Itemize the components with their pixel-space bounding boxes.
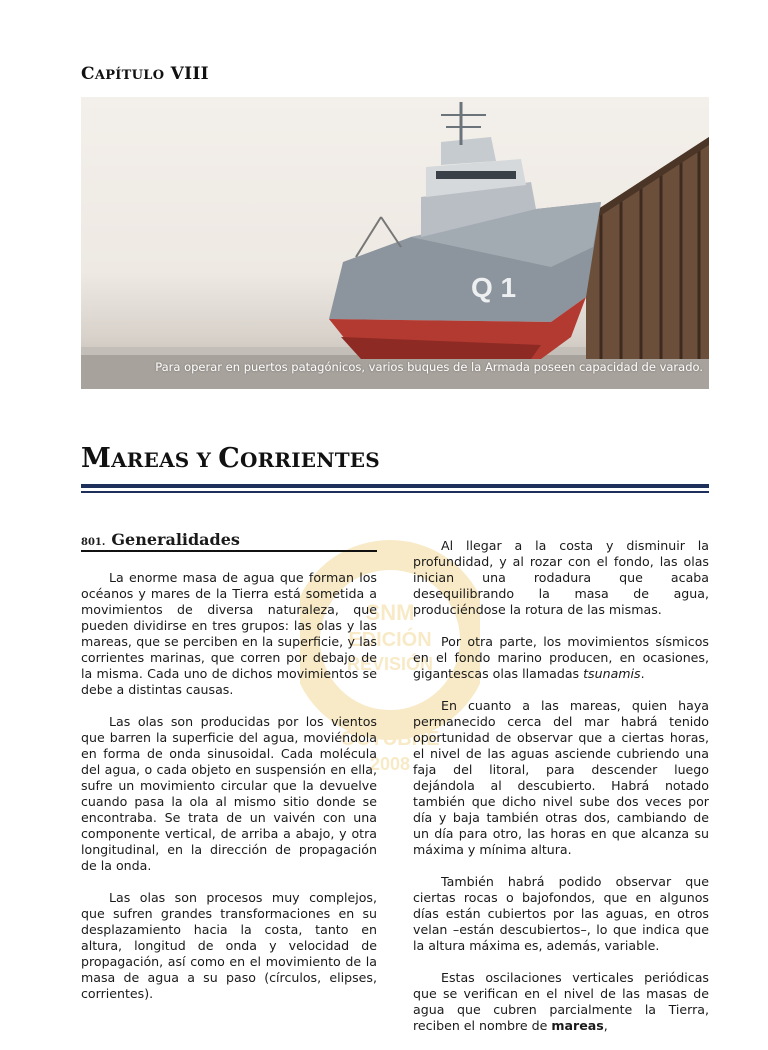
section-title: Generalidades <box>111 530 240 549</box>
watermark-line-3: REVISIÓN <box>346 654 434 674</box>
watermark-line-4: OCTUBRE <box>340 728 440 750</box>
title-small-2: ORRIENTES <box>239 448 380 472</box>
ship-photo <box>81 97 709 389</box>
section-number: 801. <box>81 537 106 548</box>
right-column <box>413 538 709 1050</box>
paragraph: En cuanto a las mareas, quien haya permanecido cerca del mar habrá tenido oportunidad de observar que a ciertas horas, el nivel de las aguas asciende cubriendo una faja del litoral, para descender luego dejándola al descubierto. Habrá notado también que dicho nivel sube dos veces por día y baja también otras dos, cambiando de un día para otro, las horas en que alcanza su máxima y mínima altura. <box>413 698 709 857</box>
paragraph-mareas <box>413 970 709 1034</box>
paragraph: Las olas son procesos muy complejos, que sufren grandes transformaciones en su desplazamiento hacia la costa, tanto en altura, longitud de onda y velocidad de propagación, así como en el movimiento de la masa de agua a su paso (círculos, elipses, corrientes). <box>81 890 377 1001</box>
page-title <box>81 443 380 474</box>
title-cap-1: M <box>81 443 112 474</box>
italic-term: tsunamis <box>583 666 641 681</box>
watermark-line-2: EDICIÓN <box>348 629 432 651</box>
title-rule-thick <box>81 484 709 488</box>
section-rule <box>81 550 377 552</box>
watermark-line-1: SNM <box>365 600 415 625</box>
watermark-line-5: 2008 <box>369 754 411 774</box>
chapter-numeral: VIII <box>170 64 209 84</box>
ship-illustration <box>81 97 709 389</box>
paragraph: Al llegar a la costa y disminuir la profundidad, y al rozar con el fondo, las olas inician una rodadura que acaba desequilibrando la masa de agua, produciéndose la rotura de las mismas. <box>413 538 709 617</box>
title-cap-2: C <box>218 443 240 474</box>
svg-text:Q 1: Q 1 <box>471 272 517 303</box>
left-column <box>81 570 377 1018</box>
text-span: Por otra parte, los movimientos sísmicos en el fondo marino producen, en ocasiones, gigantescas olas llamadas <box>413 634 709 681</box>
chapter-heading <box>81 64 209 84</box>
section-heading <box>81 530 377 549</box>
text-span: . <box>640 666 645 681</box>
paragraph-tsunamis <box>413 634 709 682</box>
title-rule-thin <box>81 491 709 493</box>
text-span: , <box>603 1018 608 1033</box>
paragraph: La enorme masa de agua que forman los océanos y mares de la Tierra está sometida a movimientos de diversa naturaleza, que pueden dividirse en tres grupos: las olas y las mareas, que se perciben en la superficie, y las corrientes marinas, que corren por debajo de la misma. Cada uno de dichos movimientos se debe a distintas causas. <box>81 570 377 697</box>
title-small-1: AREAS Y <box>111 448 219 472</box>
paragraph: También habrá podido observar que ciertas rocas o bajofondos, que en algunos días están cubiertos por las aguas, en otros velan –están descubiertos–, lo que indica que la altura máxima es, además, variable. <box>413 874 709 953</box>
paragraph: Las olas son producidas por los vientos que barren la superficie del agua, moviéndola en forma de onda sinusoidal. Cada molécula del agua, o cada objeto en suspensión en ella, sufre un movimiento circular que la devuelve cuando pasa la ola al mismo sitio donde se encontraba. Se trata de un vaivén con una componente vertical, de arriba a abajo, y otra longitudinal, en la dirección de propagación de la onda. <box>81 714 377 873</box>
chapter-small-caps: APÍTULO <box>94 68 165 83</box>
chapter-prefix: C <box>81 64 95 84</box>
photo-caption: Para operar en puertos patagónicos, varios buques de la Armada poseen capacidad de varado. <box>155 360 703 374</box>
text-span: Estas oscilaciones verticales periódicas que se verifican en el nivel de las masas de agua que cubren parcialmente la Tierra, reciben el nombre de <box>413 970 709 1033</box>
bold-term: mareas <box>551 1018 604 1033</box>
